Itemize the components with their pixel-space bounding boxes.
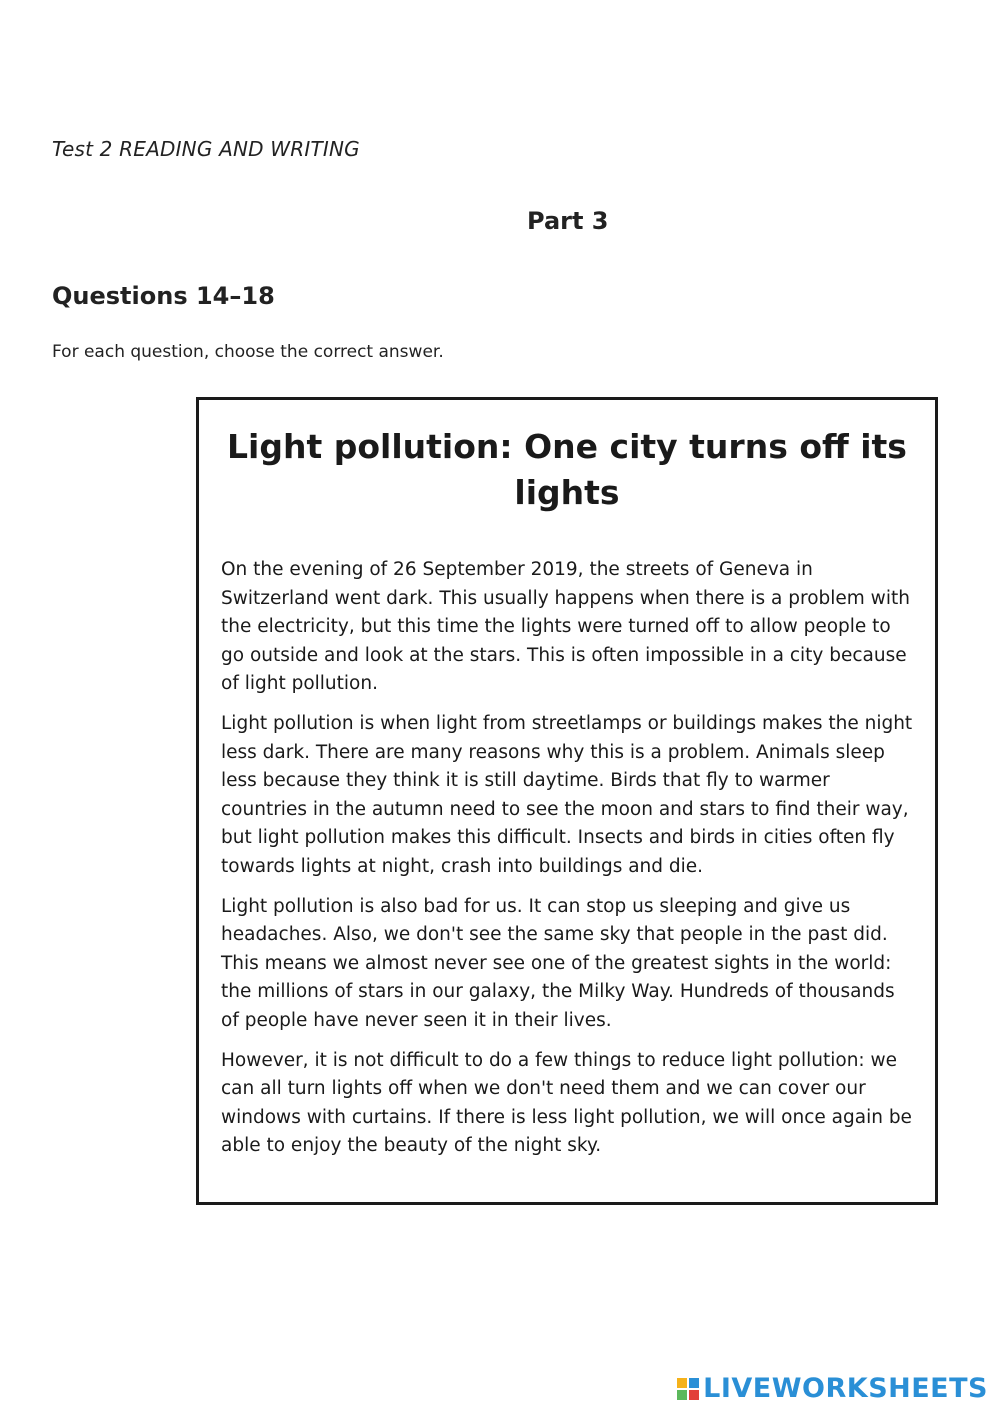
logo-square-blue [689, 1378, 699, 1388]
instruction-text: For each question, choose the correct answer. [52, 342, 444, 362]
logo-square-red [689, 1390, 699, 1400]
article-paragraph-3: Light pollution is also bad for us. It can stop us sleeping and give us headaches. Also, we don't see the same sky that people in the past did. This means we almost never see one of the greatest sights in the world: the millions of stars in our galaxy, the Milky Way. Hundreds of thousands of people have never seen it in their lives. [221, 895, 895, 1031]
article-title: Light pollution: One city turns off its lights [227, 427, 907, 512]
test-label: Test 2 READING AND WRITING [52, 137, 360, 161]
article-box [196, 397, 938, 1205]
article-paragraph-4: However, it is not difficult to do a few things to reduce light pollution: we can all turn lights off when we don't need them and we can cover our windows with curtains. If there is less light pollution, we will once again be able to enjoy the beauty of the night sky. [221, 1049, 912, 1157]
logo-square-green [677, 1390, 687, 1400]
liveworksheets-logo-icon [677, 1378, 699, 1400]
questions-title: Questions 14–18 [52, 282, 275, 310]
article-paragraph-2: Light pollution is when light from streetlamps or buildings makes the night less dark. There are many reasons why this is a problem. Animals sleep less because they think it is still daytime. Birds that fly to warmer countries in the autumn need to see the moon and stars to find their way, but light pollution makes this difficult. Insects and birds in cities often fly towards lights at night, crash into buildings and die. [221, 712, 913, 877]
liveworksheets-logo-text: LIVEWORKSHEETS [703, 1373, 988, 1404]
part-title: Part 3 [527, 207, 609, 235]
logo-square-yellow [677, 1378, 687, 1388]
liveworksheets-logo [677, 1373, 988, 1404]
article-paragraph-1: On the evening of 26 September 2019, the streets of Geneva in Switzerland went dark. This usually happens when there is a problem with the electricity, but this time the lights were turned off to allow people to go outside and look at the stars. This is often impossible in a city because of light pollution. [221, 559, 910, 695]
